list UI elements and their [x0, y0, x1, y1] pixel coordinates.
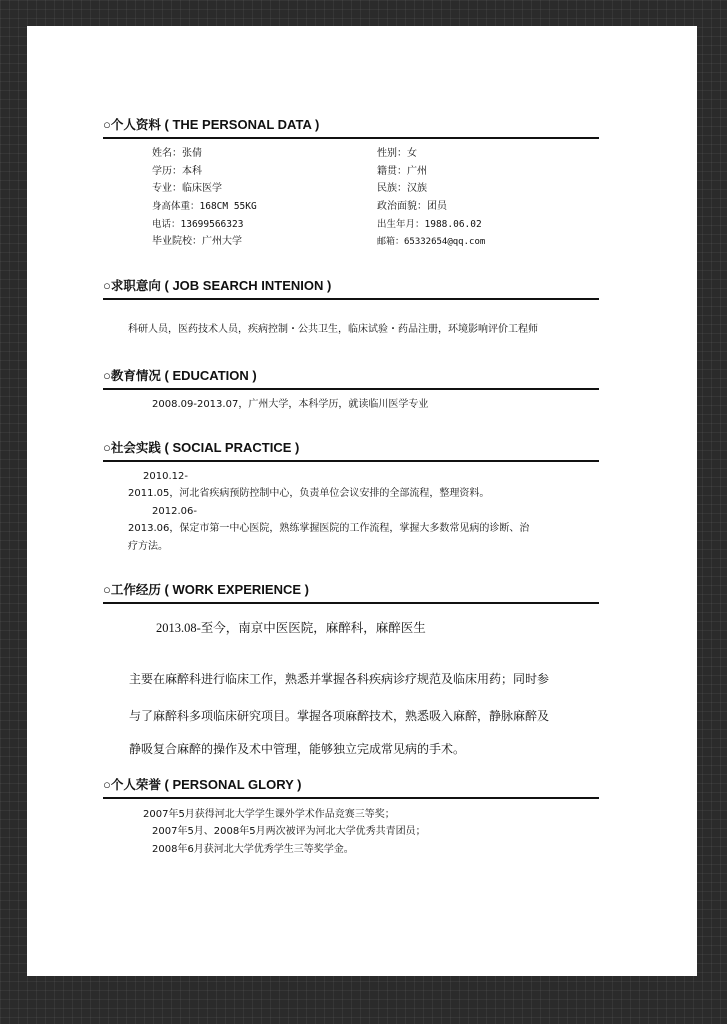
personal-major: 专业：临床医学 — [152, 183, 222, 194]
social-line: 疗方法。 — [128, 541, 168, 552]
section-personal-data — [103, 117, 599, 139]
section-work-experience — [103, 582, 599, 604]
section-marker: ○ — [103, 368, 111, 383]
work-paragraph-line: 与了麻醉科多项临床研究项目。掌握各项麻醉技术，熟悉吸入麻醉，静脉麻醉及 — [129, 709, 550, 723]
section-title-en: ( PERSONAL GLORY ) — [164, 777, 302, 792]
section-marker: ○ — [103, 117, 111, 132]
education-text: 2008.09-2013.07，广州大学，本科学历，就读临川医学专业 — [152, 399, 429, 410]
work-paragraph-line: 主要在麻醉科进行临床工作，熟悉并掌握各科疾病诊疗规范及临床用药；同时参 — [129, 672, 550, 686]
social-line: 2010.12- — [143, 471, 188, 482]
glory-line: 2008年6月获河北大学优秀学生三等奖学金。 — [152, 844, 354, 855]
personal-degree: 学历：本科 — [152, 166, 202, 177]
section-title-zh: 求职意向 — [110, 278, 161, 293]
section-marker: ○ — [103, 582, 111, 597]
section-social-practice — [103, 440, 599, 462]
section-title-zh: 个人资料 — [110, 117, 161, 132]
personal-gender: 性别：女 — [377, 148, 417, 159]
personal-height-weight: 身高体重：168CM 55KG — [152, 201, 257, 212]
section-title-en: ( THE PERSONAL DATA ) — [164, 117, 320, 132]
job-intention-text: 科研人员，医药技术人员，疾病控制・公共卫生，临床试验・药品注册，环境影响评价工程师 — [128, 324, 538, 335]
personal-birthdate: 出生年月：1988.06.02 — [377, 219, 482, 230]
section-title-zh: 社会实践 — [110, 440, 161, 455]
work-paragraph-line: 静吸复合麻醉的操作及术中管理，能够独立完成常见病的手术。 — [129, 742, 466, 756]
personal-phone: 电话：13699566323 — [152, 219, 244, 230]
social-line: 2012.06- — [152, 506, 197, 517]
section-education — [103, 368, 599, 390]
section-title-en: ( EDUCATION ) — [164, 368, 257, 383]
section-personal-glory — [103, 777, 599, 799]
glory-line: 2007年5月获得河北大学学生课外学术作品竞赛三等奖； — [143, 809, 395, 820]
section-title-en: ( JOB SEARCH INTENION ) — [164, 278, 332, 293]
section-title-zh: 个人荣誉 — [110, 777, 161, 792]
personal-hometown: 籍贯：广州 — [377, 166, 427, 177]
social-line: 2011.05，河北省疾病预防控制中心，负责单位会议安排的全部流程，整理资料。 — [128, 488, 490, 499]
social-line: 2013.06，保定市第一中心医院，熟练掌握医院的工作流程，掌握大多数常见病的诊断、治 — [128, 523, 530, 534]
personal-name: 姓名：张倩 — [152, 148, 202, 159]
personal-school: 毕业院校：广州大学 — [152, 236, 242, 247]
personal-email: 邮箱：65332654@qq.com — [377, 237, 486, 247]
personal-ethnicity: 民族：汉族 — [377, 183, 427, 194]
section-title-zh: 教育情况 — [110, 368, 161, 383]
section-job-intention — [103, 278, 599, 300]
section-marker: ○ — [103, 777, 111, 792]
section-marker: ○ — [103, 440, 111, 455]
section-marker: ○ — [103, 278, 111, 293]
glory-line: 2007年5月、2008年5月两次被评为河北大学优秀共青团员； — [152, 826, 426, 837]
section-title-en: ( SOCIAL PRACTICE ) — [164, 440, 300, 455]
personal-political: 政治面貌：团员 — [377, 201, 447, 212]
section-title-zh: 工作经历 — [110, 582, 161, 597]
section-title-en: ( WORK EXPERIENCE ) — [164, 582, 309, 597]
work-job-line: 2013.08-至今，南京中医医院，麻醉科，麻醉医生 — [156, 621, 426, 635]
